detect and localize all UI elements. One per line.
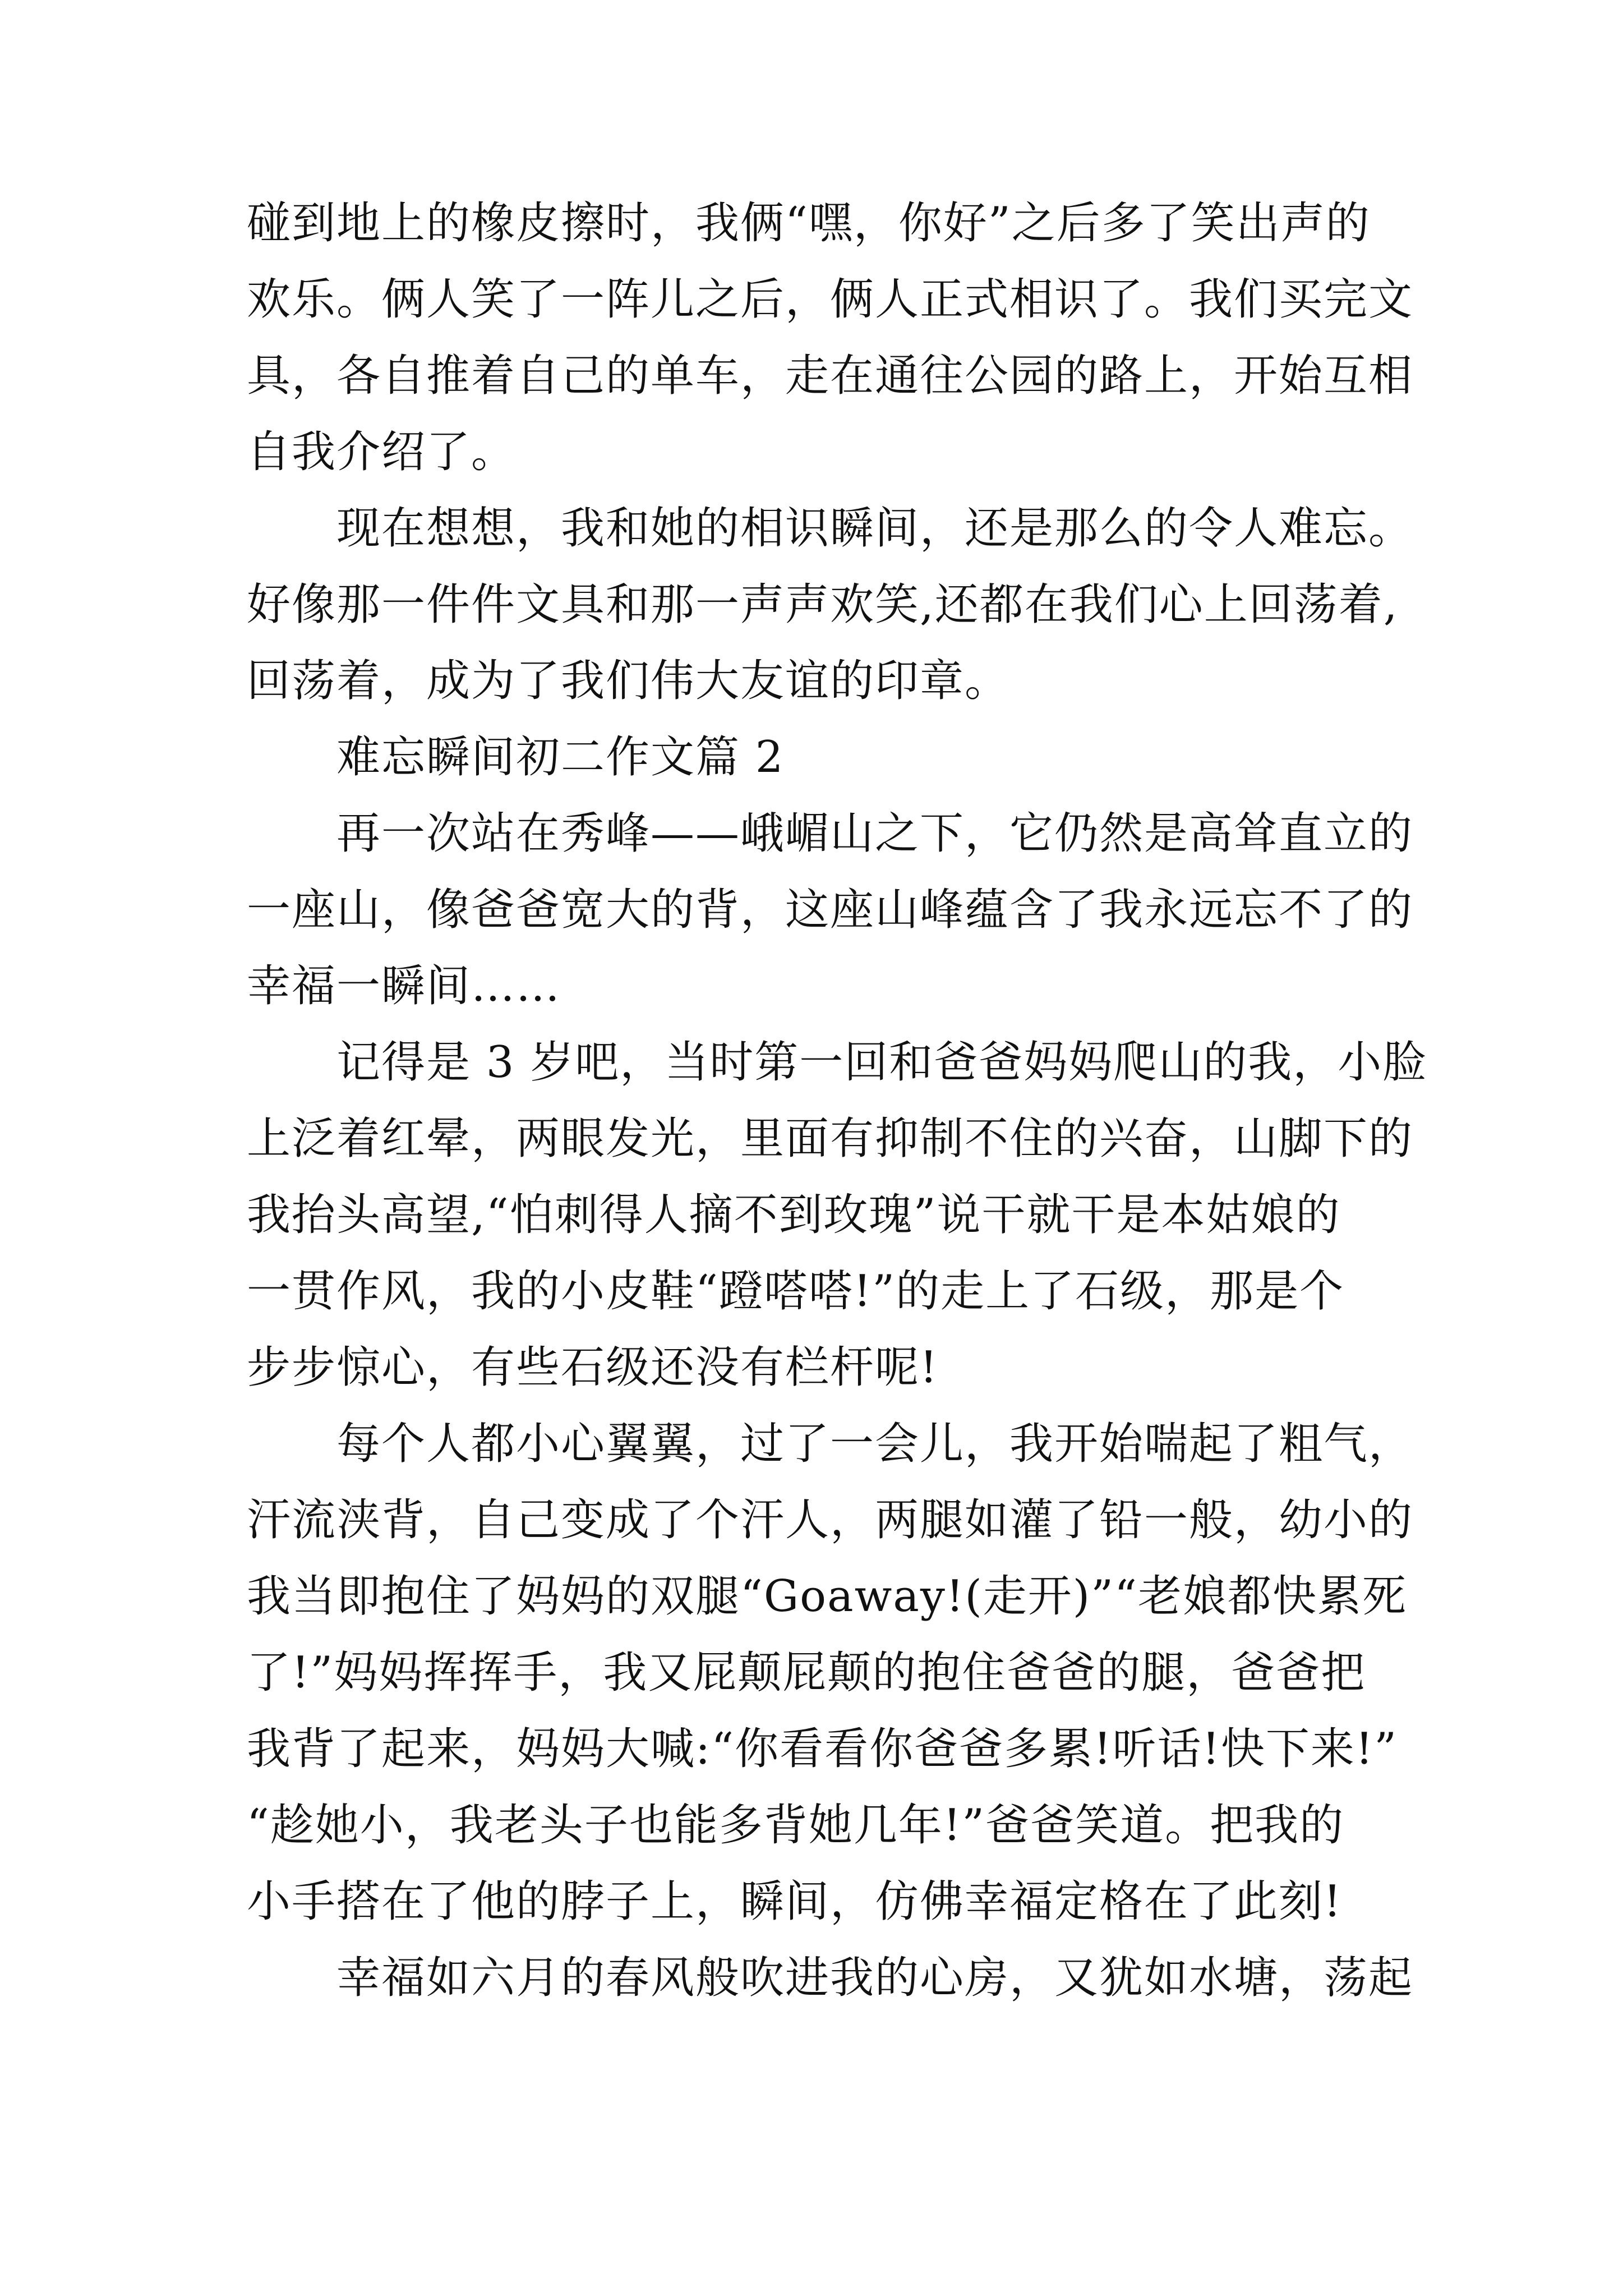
text-line: 步步惊心，有些石级还没有栏杆呢! [247,1342,939,1393]
text-line: 上泛着红晕，两眼发光，里面有抑制不住的兴奋，山脚下的 [247,1114,1414,1164]
text-line: 我背了起来，妈妈大喊:“你看看你爸爸多累!听话!快下来!” [247,1724,1398,1774]
text-line: 再一次站在秀峰——峨嵋山之下，它仍然是高耸直立的 [336,808,1414,859]
text-line: 了!”妈妈挥挥手，我又屁颠屁颠的抱住爸爸的腿，爸爸把 [247,1648,1366,1698]
text-line: 幸福一瞬间…… [247,961,561,1011]
text-line: 自我介绍了。 [247,427,517,477]
text-line: “趁她小，我老头子也能多背她几年!”爸爸笑道。把我的 [247,1800,1345,1851]
text-line: 我抬头高望,“怕刺得人摘不到玫瑰”说干就干是本姑娘的 [247,1190,1341,1240]
text-line: 好像那一件件文具和那一声声欢笑,还都在我们心上回荡着, [247,579,1399,630]
text-line: 我当即抱住了妈妈的双腿“Goaway!(走开)”“老娘都快累死 [247,1571,1407,1622]
text-line: 一贯作风，我的小皮鞋“蹬嗒嗒!”的走上了石级，那是个 [247,1266,1345,1317]
text-line: 碰到地上的橡皮擦时，我俩“嘿，你好”之后多了笑出声的 [247,198,1371,249]
text-line: 记得是 3 岁吧，当时第一回和爸爸妈妈爬山的我，小脸 [336,1037,1428,1088]
text-line: 具，各自推着自己的单车，走在通往公园的路上，开始互相 [247,351,1414,401]
text-line: 现在想想，我和她的相识瞬间，还是那么的令人难忘。 [336,503,1414,554]
text-line: 回荡着，成为了我们伟大友谊的印章。 [247,656,1010,706]
text-line: 欢乐。俩人笑了一阵儿之后，俩人正式相识了。我们买完文 [247,274,1414,325]
text-line: 每个人都小心翼翼，过了一会儿，我开始喘起了粗气， [336,1419,1414,1469]
text-line: 幸福如六月的春风般吹进我的心房，又犹如水塘，荡起 [336,1953,1414,2003]
text-line: 一座山，像爸爸宽大的背，这座山峰蕴含了我永远忘不了的 [247,885,1414,935]
text-line: 难忘瞬间初二作文篇 2 [336,732,785,783]
document-body [247,185,1428,2016]
text-line: 汗流浃背，自己变成了个汗人，两腿如灌了铅一般，幼小的 [247,1495,1414,1545]
text-line: 小手搭在了他的脖子上，瞬间，仿佛幸福定格在了此刻! [247,1876,1343,1927]
